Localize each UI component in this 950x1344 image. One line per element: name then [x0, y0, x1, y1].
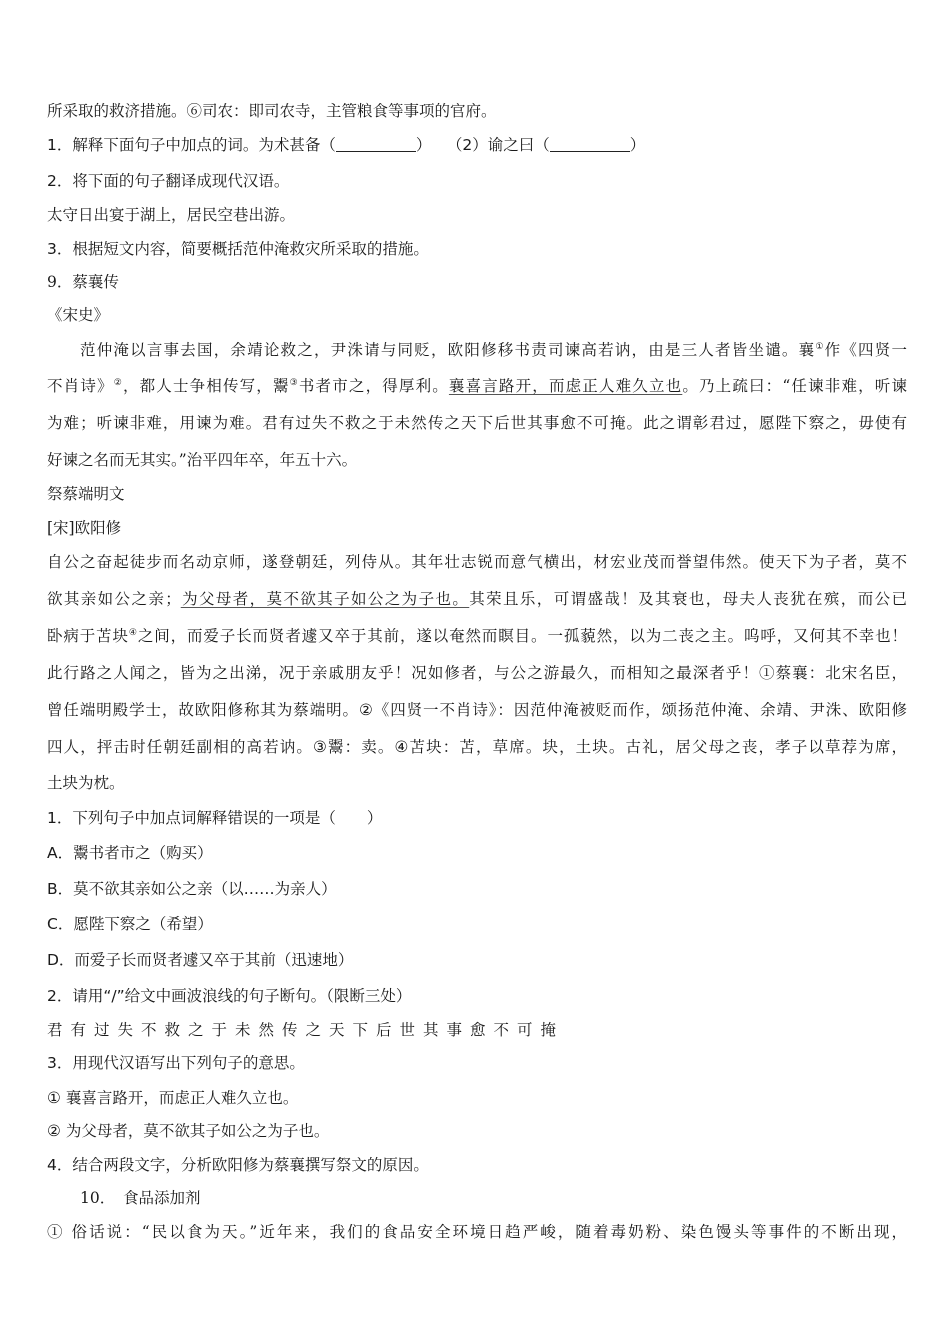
- passage2-line: 自公之奋起徒步而名动京师，遂登朝廷，列侍从。其年壮志锐而意气横出，材宏业茂而誉望伟然。使天下为子者，莫不: [47, 553, 907, 571]
- title-2: 祭蔡端明文: [47, 485, 125, 503]
- passage2-line: 此行路之人闻之，皆为之出涕，况于亲戚朋友乎！况如修者，与公之游最久，而相知之最深者乎！①蔡襄：北宋名臣，: [47, 664, 907, 682]
- passage1-line: 不肖诗》②，都人士争相传写，鬻③书者市之，得厚利。襄喜言路开，而虑正人难久立也。乃上疏曰：“任谏非难，听谏: [47, 377, 907, 395]
- footnote-line: 土块为枕。: [47, 774, 125, 792]
- question-8-2: 2．将下面的句子翻译成现代汉语。: [47, 172, 290, 190]
- option-a[interactable]: A．鬻书者市之（购买）: [47, 844, 213, 862]
- passage1-line: 为难；听谏非难，用谏为难。君有过失不救之于未然传之天下后世其事愈不可掩。此之谓彰君过，愿陛下察之，毋使有: [47, 414, 907, 432]
- section-10-title: 10． 食品添加剂: [80, 1189, 201, 1207]
- option-b[interactable]: B．莫不欲其亲如公之亲（以……为亲人）: [47, 880, 337, 898]
- answer-blank[interactable]: [336, 137, 416, 152]
- passage1-line: 范仲淹以言事去国，余靖论救之，尹洙请与同贬，欧阳修移书责司谏高若讷，由是三人者皆坐谴。襄①作《四贤一: [80, 341, 907, 359]
- question-8-1: 1．解释下面句子中加点的词。为术甚备（ ） （2）谕之曰（ ）: [47, 136, 646, 154]
- option-d[interactable]: D．而爱子长而贤者遽又卒于其前（迅速地）: [47, 951, 354, 969]
- passage1-line: 好谏之名而无其实。”治平四年卒，年五十六。: [47, 451, 358, 469]
- question-9-3: 3．用现代汉语写出下列句子的意思。: [47, 1054, 305, 1072]
- footnote-line: 四人，抨击时任朝廷副相的高若讷。③鬻：卖。④苫块：苫，草席。块，土块。古礼，居父母之丧，孝子以草荐为席，: [47, 738, 907, 756]
- translate-item-2: ② 为父母者，莫不欲其子如公之为子也。: [47, 1122, 330, 1140]
- footnote-text: 所采取的救济措施。⑥司农：即司农寺，主管粮食等事项的官府。: [47, 102, 497, 120]
- source-title: 《宋史》: [47, 306, 110, 324]
- question-9-4: 4．结合两段文字，分析欧阳修为蔡襄撰写祭文的原因。: [47, 1156, 429, 1174]
- translation-sentence: 太守日出宴于湖上，居民空巷出游。: [47, 206, 296, 224]
- answer-blank[interactable]: [550, 137, 630, 152]
- question-9-1: 1．下列句子中加点词解释错误的一项是（ ）: [47, 809, 383, 827]
- translate-item-1: ① 襄喜言路开，而虑正人难久立也。: [47, 1089, 299, 1107]
- question-8-3: 3．根据短文内容，简要概括范仲淹救灾所采取的措施。: [47, 240, 429, 258]
- passage2-line: 卧病于苫块④之间，而爱子长而贤者遽又卒于其前，遂以奄然而瞑目。一孤藐然，以为二丧之主。呜呼，又何其不幸也！: [47, 627, 907, 645]
- underlined-sentence: 为父母者，莫不欲其子如公之为子也。: [180, 590, 470, 608]
- option-c[interactable]: C．愿陛下察之（希望）: [47, 915, 213, 933]
- footnote-line: 曾任端明殿学士，故欧阳修称其为蔡端明。②《四贤一不肖诗》：因范仲淹被贬而作，颂扬范仲淹、余靖、尹洙、欧阳修: [47, 701, 907, 719]
- section-10-paragraph: ① 俗话说：“民以食为天。”近年来，我们的食品安全环境日趋严峻，随着毒奶粉、染色馒头等事件的不断出现，: [47, 1223, 907, 1241]
- punctuation-sentence: 君有过失不救之于未然传之天下后世其事愈不可掩: [47, 1021, 565, 1039]
- underlined-sentence: 襄喜言路开，而虑正人难久立也: [448, 377, 683, 395]
- author-2: [宋]欧阳修: [47, 519, 122, 537]
- section-9-title: 9．蔡襄传: [47, 273, 119, 291]
- question-9-2: 2．请用“/”给文中画波浪线的句子断句。（限断三处）: [47, 987, 412, 1005]
- passage2-line: 欲其亲如公之亲；为父母者，莫不欲其子如公之为子也。其荣且乐，可谓盛哉！及其衰也，母夫人丧犹在殡，而公已: [47, 590, 907, 608]
